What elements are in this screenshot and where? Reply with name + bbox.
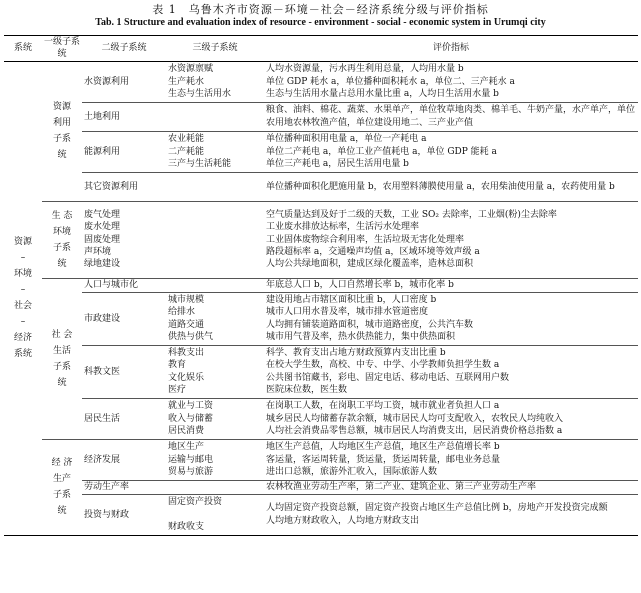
indicators-land: 粮食、油料、棉花、蔬菜、水果单产，单位牧草地肉类、棉羊毛、牛奶产量，水产单产，单位农用地农林牧渔产值，单位建设用地二、三产业产值 — [264, 102, 638, 131]
indicators-energy: 单位播种面积用电量 a，单位一产耗电 a 单位二产耗电 a，单位工业产值耗电 a，单位 GDP 能耗 a 单位三产耗电 a，居民生活用电量 b — [264, 131, 638, 172]
level2-population: 人口与城市化 — [82, 278, 264, 292]
header-row — [4, 36, 638, 62]
level2-environment: 废气处理 废水处理 固废处理 声环境 绿地建设 — [82, 201, 264, 278]
indicators-environment: 空气质量达到及好于二级的天数，工业 SO₂ 去除率，工业烟(粉)尘去除率 工业废水排放达标率，生活污水处理率 工业固体废物综合利用率，生活垃圾无害化处理率 路段超标率 a，交通噪声均值 a，区域环境等效声级 a 人均公共绿地面积，建成区绿化覆盖率，造林总面积 — [264, 201, 638, 278]
level2-productivity: 劳动生产率 — [82, 480, 264, 494]
level2-other-resource: 其它资源利用 — [82, 172, 166, 201]
level2-economic-development: 经济发展 — [82, 439, 166, 480]
level2-land: 土地利用 — [82, 102, 166, 131]
table-title-cn: 表 1 乌鲁木齐市资源－环境－社会－经济系统分级与评价指标 — [152, 3, 489, 16]
indicators-population: 年底总人口 b，人口自然增长率 b，城市化率 b — [264, 278, 638, 292]
level3-energy: 农业耗能 二产耗能 三产与生活耗能 — [166, 131, 264, 172]
header-level1: 一级子系统 — [44, 37, 81, 60]
level2-municipal: 市政建设 — [82, 292, 166, 345]
level1-social: 社 会 生活 子系 统 — [42, 278, 82, 439]
level3-municipal: 城市规模 给排水 道路交通 供热与供气 — [166, 292, 264, 345]
indicators-productivity: 农林牧渔业劳动生产率，第二产业、建筑企业、第三产业劳动生产率 — [264, 480, 638, 494]
level3-economic-development: 地区生产 运输与邮电 贸易与旅游 — [166, 439, 264, 480]
indicators-other-resource: 单位播种面积化肥施用量 b，农用塑料薄膜使用量 a，农用柴油使用量 a，农药使用量 b — [264, 172, 638, 201]
indicators-economic-development: 地区生产总值，人均地区生产总值，地区生产总值增长率 b 客运量，客运周转量，货运量，货运周转量，邮电业务总量 进出口总额，旅游外汇收入，国际旅游人数 — [264, 439, 638, 480]
system-cell: 资源 – 环境 – 社会 – 经济 系统 — [4, 61, 42, 535]
evaluation-index-table — [4, 35, 638, 536]
table-title-en: Tab. 1 Structure and evaluation index of resource - environment - social - economic system in Urumqi city — [95, 17, 546, 28]
level2-science-education: 科教文医 — [82, 345, 166, 398]
level3-investment-finance: 固定资产投资 财政收支 — [166, 494, 264, 535]
header-indicators: 评价指标 — [264, 36, 638, 62]
level1-economic: 经 济 生产 子系 统 — [42, 439, 82, 535]
level1-resource: 资源 利用 子系 统 — [42, 61, 82, 201]
level3-living: 就业与工资 收入与储蓄 居民消费 — [166, 398, 264, 439]
header-level3: 三级子系统 — [166, 36, 264, 62]
level1-environment: 生 态 环境 子系 统 — [42, 201, 82, 278]
level3-water: 水资源禀赋 生产耗水 生态与生活用水 — [166, 61, 264, 102]
indicators-living: 在岗职工人数，在岗职工平均工资，城市就业者负担人口 a 城乡居民人均储蓄存款余额，城市居民人均可支配收入，农牧民人均纯收入 人均社会消费品零售总额，城市居民人均消费支出，居民消费价格总指数 a — [264, 398, 638, 439]
indicators-investment-finance: 人均固定资产投资总额，固定资产投资占地区生产总值比例 b，房地产开发投资完成额 人均地方财政收入，人均地方财政支出 — [264, 494, 638, 535]
level2-energy: 能源利用 — [82, 131, 166, 172]
indicators-science-education: 科学、教育支出占地方财政预算内支出比重 b 在校大学生数，高校、中专、中学、小学教师负担学生数 a 公共图书馆藏书，彩电、固定电话、移动电话、互联网用户数 医院床位数，医生数 — [264, 345, 638, 398]
level3-science-education: 科教支出 教育 文化娱乐 医疗 — [166, 345, 264, 398]
level2-water: 水资源利用 — [82, 61, 166, 102]
level2-investment-finance: 投资与财政 — [82, 494, 166, 535]
indicators-municipal: 建设用地占市辖区面积比重 b，人口密度 b 城市人口用水普及率，城市排水管道密度 人均拥有铺装道路面积，城市道路密度，公共汽车数 城市用气普及率，热水供热能力，集中供热面积 — [264, 292, 638, 345]
header-level2: 二级子系统 — [82, 36, 166, 62]
indicators-water: 人均水资源量，污水再生利用总量，人均用水量 b 单位 GDP 耗水 a，单位播种面积耗水 a，单位二、三产耗水 a 生态与生活用水量占总用水量比重 a，人均日生活用水量 b — [264, 61, 638, 102]
level2-living: 居民生活 — [82, 398, 166, 439]
header-system: 系统 — [4, 36, 42, 62]
